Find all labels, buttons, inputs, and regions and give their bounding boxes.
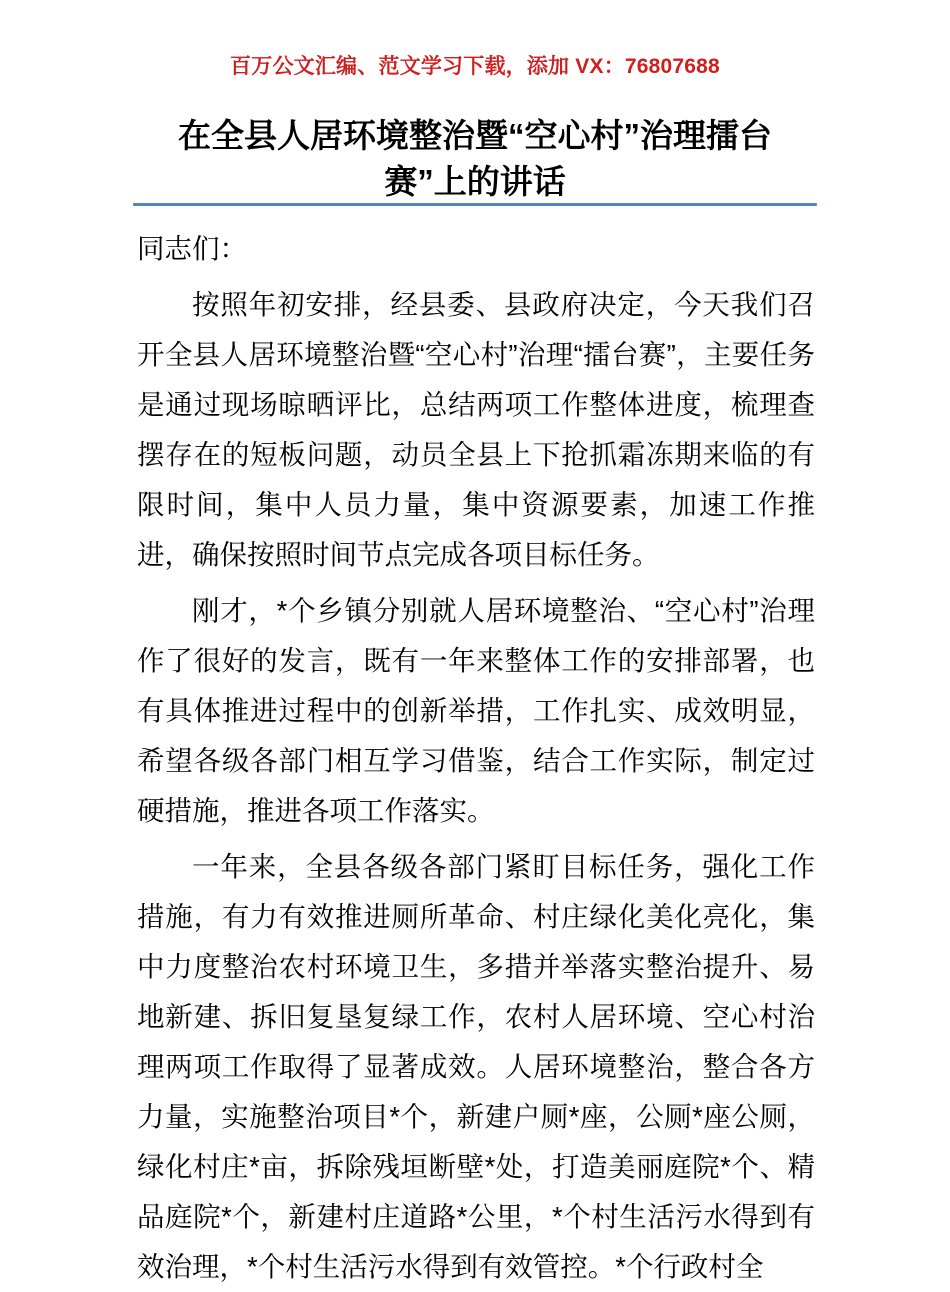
document-title: 在全县人居环境整治暨“空心村”治理擂台赛”上的讲话 bbox=[178, 117, 772, 200]
paragraph-1: 按照年初安排，经县委、县政府决定，今天我们召开全县人居环境整治暨“空心村”治理“擂台赛”，主要任务是通过现场晾晒评比，总结两项工作整体进度，梳理查摆存在的短板问题，动员全县上下抢抓霜冻期来临的有限时间，集中人员力量，集中资源要素，加速工作推进，确保按照时间节点完成各项目标任务。 bbox=[137, 289, 815, 570]
promo-watermark-header: 百万公文汇编、范文学习下载，添加 VX：76807688 bbox=[230, 55, 720, 78]
paragraph-salutation: 同志们： bbox=[137, 233, 247, 264]
paragraph-2: 刚才，*个乡镇分别就人居环境整治、“空心村”治理作了很好的发言，既有一年来整体工作的安排部署，也有具体推进过程中的创新举措，工作扎实、成效明显，希望各级各部门相互学习借鉴，结合工作实际，制定过硬措施，推进各项工作落实。 bbox=[137, 595, 815, 826]
paragraph-3: 一年来，全县各级各部门紧盯目标任务，强化工作措施，有力有效推进厕所革命、村庄绿化美化亮化，集中力度整治农村环境卫生，多措并举落实整治提升、易地新建、拆旧复垦复绿工作，农村人居环境、空心村治理两项工作取得了显著成效。人居环境整治，整合各方力量，实施整治项目*个，新建户厕*座，公厕*座公厕，绿化村庄*亩，拆除残垣断壁*处，打造美丽庭院*个、精品庭院*个，新建村庄道路*公里，*个村生活污水得到有效治理，*个村生活污水得到有效管控。*个行政村全 bbox=[137, 851, 815, 1282]
document-body bbox=[137, 224, 815, 1292]
title-divider-rule bbox=[133, 203, 817, 206]
